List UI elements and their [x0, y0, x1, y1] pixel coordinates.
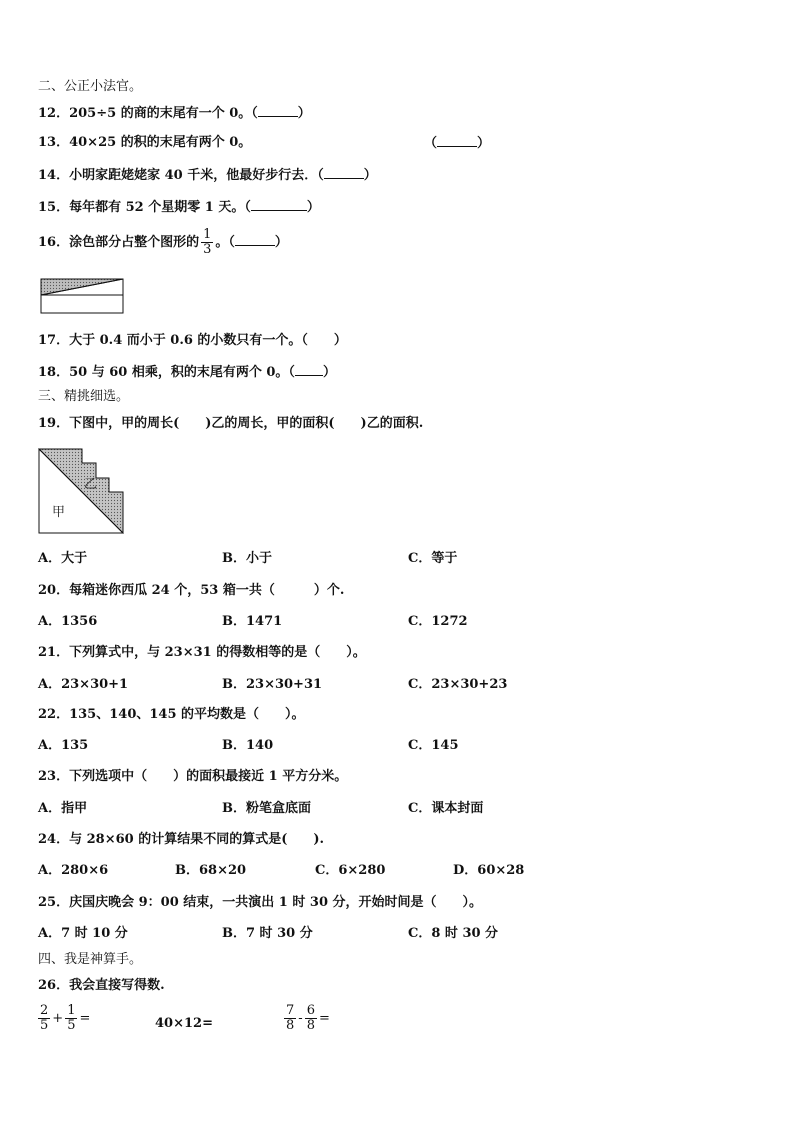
- q21-option-a[interactable]: A．23×30+1: [38, 677, 129, 692]
- fraction-a: $\frac{2}{5}$: [40, 1003, 49, 1033]
- question-text: 我会直接写得数.: [69, 978, 165, 993]
- question-13-answer: [424, 134, 490, 153]
- answer-blank[interactable]: [437, 134, 477, 147]
- answer-blank[interactable]: [324, 166, 364, 179]
- question-19: [38, 415, 423, 433]
- fraction-a: $\frac{7}{8}$: [286, 1003, 295, 1033]
- answer-blank[interactable]: [258, 104, 298, 117]
- staircase-square-figure: [38, 448, 124, 534]
- question-number: 19．: [38, 416, 70, 431]
- question-number: 26．: [38, 978, 70, 993]
- question-14: [38, 166, 377, 185]
- question-text: 与 28×60 的计算结果不同的算式是( ).: [69, 832, 325, 847]
- question-26: [38, 977, 165, 995]
- question-13: [38, 134, 251, 152]
- paren-close: ）: [306, 200, 320, 215]
- question-text: 小明家距姥姥家 40 千米，他最好步行去．（: [69, 168, 324, 183]
- question-16: 16．涂色部分占整个图形的 $\frac{1}{3}$ 。（ ）: [38, 227, 288, 257]
- paren-close: ）: [363, 168, 377, 183]
- question-22: [38, 706, 305, 724]
- question-18: [38, 363, 336, 382]
- question-number: 23．: [38, 769, 70, 784]
- paren-close: ）: [477, 136, 491, 151]
- q22-option-a[interactable]: A．135: [38, 738, 89, 753]
- question-text: 50 与 60 相乘，积的末尾有两个 0。（: [69, 365, 295, 380]
- question-number: 21．: [38, 645, 70, 660]
- q25-option-b[interactable]: B．7 时 30 分: [222, 926, 313, 941]
- question-25: [38, 894, 482, 912]
- q23-option-c[interactable]: C．课本封面: [408, 801, 484, 816]
- q22-option-c[interactable]: C．145: [408, 738, 459, 753]
- question-text: 135、140、145 的平均数是（ ）。: [69, 707, 305, 722]
- answer-blank[interactable]: [235, 233, 275, 246]
- question-24: [38, 831, 324, 849]
- expr-multiply: 40×12=: [155, 1016, 213, 1031]
- paren-close: ）: [274, 235, 288, 250]
- question-text: 205÷5 的商的末尾有一个 0。（: [69, 106, 258, 121]
- section-3-heading: 三、精挑细选。: [38, 389, 130, 404]
- q23-option-a[interactable]: A．指甲: [38, 801, 88, 816]
- fraction-b: $\frac{6}{8}$: [306, 1003, 315, 1033]
- question-number: 12．: [38, 106, 70, 121]
- q20-option-b[interactable]: B．1471: [222, 614, 283, 629]
- q21-option-b[interactable]: B．23×30+31: [222, 677, 323, 692]
- section-2-heading: 二、公正小法官。: [38, 79, 143, 94]
- question-20: [38, 582, 344, 600]
- question-number: 15．: [38, 200, 70, 215]
- answer-blank[interactable]: [251, 198, 307, 211]
- question-text: 大于 0.4 而小于 0.6 的小数只有一个。（ ）: [69, 333, 347, 348]
- q25-option-a[interactable]: A．7 时 10 分: [38, 926, 128, 941]
- question-number: 16．: [38, 235, 70, 250]
- q19-option-c[interactable]: C．等于: [408, 551, 458, 566]
- question-17: [38, 332, 347, 350]
- question-number: 13．: [38, 135, 70, 150]
- question-number: 20．: [38, 583, 70, 598]
- question-15: [38, 198, 320, 217]
- question-text: 庆国庆晚会 9：00 结束，一共演出 1 时 30 分，开始时间是（ ）。: [69, 895, 483, 910]
- question-12: [38, 104, 311, 123]
- question-text: 每年都有 52 个星期零 1 天。（: [69, 200, 251, 215]
- fraction-b: $\frac{1}{5}$: [67, 1003, 76, 1033]
- fraction-one-third: $\frac{1}{3}$: [203, 227, 212, 257]
- label-jia: 甲: [52, 505, 66, 520]
- question-text: 下列算式中，与 23×31 的得数相等的是（ ）。: [69, 645, 366, 660]
- q20-option-a[interactable]: A．1356: [38, 614, 98, 629]
- q24-option-d[interactable]: D．60×28: [453, 863, 525, 878]
- q25-option-c[interactable]: C．8 时 30 分: [408, 926, 499, 941]
- question-number: 17．: [38, 333, 70, 348]
- question-text: 下图中，甲的周长( )乙的周长，甲的面积( )乙的面积.: [69, 416, 424, 431]
- question-23: [38, 768, 347, 786]
- q24-option-a[interactable]: A．280×6: [38, 863, 109, 878]
- question-text: 下列选项中（ ）的面积最接近 1 平方分米。: [69, 769, 348, 784]
- q24-option-b[interactable]: B．68×20: [175, 863, 247, 878]
- question-text: 40×25 的积的末尾有两个 0。: [69, 135, 252, 150]
- answer-blank[interactable]: [295, 363, 323, 376]
- paren-close: ）: [297, 106, 311, 121]
- q22-option-b[interactable]: B．140: [222, 738, 274, 753]
- q21-option-c[interactable]: C．23×30+23: [408, 677, 508, 692]
- question-text: 涂色部分占整个图形的: [69, 235, 200, 250]
- q23-option-b[interactable]: B．粉笔盒底面: [222, 801, 311, 816]
- question-number: 22．: [38, 707, 70, 722]
- question-21: [38, 644, 366, 662]
- q24-option-c[interactable]: C．6×280: [315, 863, 386, 878]
- expr-fraction-subtract: $\frac{7}{8}$ - $\frac{6}{8}$ =: [286, 1003, 330, 1033]
- label-yi: 乙: [84, 477, 98, 492]
- question-number: 18．: [38, 365, 70, 380]
- shaded-rectangle-figure: [40, 278, 124, 314]
- question-number: 24．: [38, 832, 70, 847]
- q19-option-a[interactable]: A．大于: [38, 551, 88, 566]
- question-number: 25．: [38, 895, 70, 910]
- q19-option-b[interactable]: B．小于: [222, 551, 272, 566]
- question-number: 14．: [38, 168, 70, 183]
- q20-option-c[interactable]: C．1272: [408, 614, 468, 629]
- paren-close: ）: [322, 365, 336, 380]
- paren-open: （: [424, 136, 438, 151]
- expr-fraction-add: $\frac{2}{5}$ + $\frac{1}{5}$ =: [40, 1003, 91, 1033]
- question-text: 每箱迷你西瓜 24 个，53 箱一共（ ）个.: [69, 583, 345, 598]
- section-4-heading: 四、我是神算手。: [38, 952, 143, 967]
